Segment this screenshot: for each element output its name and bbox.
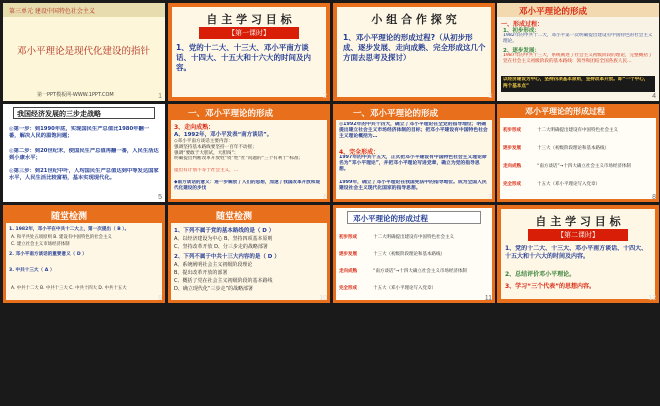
question: 2、下列不属于中共十三大内容的是（ D ） (174, 254, 280, 260)
row-label: 完全形成 (339, 286, 357, 291)
slide-number: 3 (488, 93, 492, 100)
paragraph: 提出有计划不等于社会主义，… (174, 168, 239, 173)
row-text: 十二大明确提出建设有中国特色社会主义 (373, 235, 454, 240)
question: 3. 中共十三大（ A ） (9, 268, 55, 273)
slide-title: 我国经济发展的三步走战略 (17, 110, 101, 118)
slide-number: 5 (158, 194, 162, 201)
question: 1. 1982年，邓小平在中共十二大上，第一次提出（ B ）。 (9, 227, 130, 232)
question: 1、下列不属于党的基本路线的是（ D ） (174, 228, 275, 234)
paragraph: 1999年，确立了邓小平理论在我国宪法中的指导地位。成为全国人民建设社会主义现代化国家的指导思想。 (339, 180, 487, 191)
option: D、确立现代化“三步走”的战略部署 (174, 286, 254, 292)
slide-header: 第三单元 建设中国特色社会主义 (9, 8, 95, 15)
slide-thumbnail-10[interactable] (168, 205, 330, 303)
paragraph: ◎第一步：到1990年底，实现国民生产总值比1980年翻一番，解决人民的温饱问题； (9, 126, 150, 139)
option: C、概括了党在社会主义初级阶段的基本路线 (174, 278, 273, 284)
slide-title: 自 主 学 习 目 标 (206, 13, 292, 26)
slide-thumbnail-3[interactable] (333, 3, 495, 101)
paragraph: 1997年的中共十五大，正式把邓小平建设有中国特色社会主义理论命名为“邓小平理论”，并把邓小平理论写进党章，确立为党的指导思想。 (339, 155, 487, 172)
slide-thumbnail-6[interactable] (168, 104, 330, 202)
paragraph: ◎第三步：到21世纪中叶，人均国民生产总值达到中等发达国家水平，人民生活比较富裕，基本实现现代化。 (9, 168, 159, 181)
slide-number: 2 (323, 93, 327, 100)
slide-title: 邓小平理论的形成过程 (353, 214, 428, 223)
section-heading: 一、形成过程： (501, 21, 544, 28)
paragraph: 明确提出判断改革开放姓“资”姓“社”问题的“三个有利于”标准； (174, 156, 304, 161)
slide-subtitle: 【第一课时】 (228, 29, 270, 37)
row-text: 十三大（初级阶段理论和基本路线） (373, 252, 445, 257)
slide-number: 4 (652, 93, 656, 100)
row-text: “南方谈话”→十四大确立社会主义市场经济体制 (537, 164, 631, 169)
empty-sorter-area (0, 304, 660, 406)
row-text: 十五大（邓小平理论写入党章） (373, 286, 436, 291)
slide-thumbnail-8[interactable] (497, 104, 659, 202)
slide-thumbnail-12[interactable] (497, 205, 659, 303)
row-label: 逐步发展 (339, 252, 357, 257)
slide-thumbnail-5[interactable] (3, 104, 165, 202)
row-text: 十五大（邓小平理论写入党章） (537, 182, 600, 187)
option: A、以经济建设为中心 B、坚持四项基本原则 (174, 236, 273, 242)
slide-title: 一、邓小平理论的形成 (188, 109, 274, 119)
slide-number: 9 (158, 295, 162, 302)
highlight-text: 以经济建设为中心，坚持四项基本原则，坚持改革开放。即“一个中心，两个基本点” (503, 77, 649, 89)
slide-thumbnail-7[interactable] (333, 104, 495, 202)
slide-number: 7 (488, 194, 492, 201)
option: C. 建立社会主义市场经济体制 (11, 242, 70, 247)
slide-title: 自 主 学 习 目 标 (535, 215, 621, 228)
paragraph: 强调“要敢于大胆试，大胆闯”； (174, 151, 239, 156)
row-text: 十二大明确提出建设有中国特色社会主义 (537, 128, 618, 133)
slide-body: 1、邓小平理论的形成过程?（从初步形成、逐步发展、走向成熟、完全形成这几个方面去思考及探讨） (343, 33, 486, 62)
slide-thumbnail-9[interactable] (3, 205, 165, 303)
slide-title: 小 组 合 作 探 究 (371, 13, 457, 26)
option: B、提出改革开放的部署 (174, 270, 228, 276)
paragraph: ◆南方谈话的意义：进一步解放了人们的思想，加速了我国改革开放和现代化建设的步伐 (174, 180, 320, 191)
subheading: 2、逐步发展： (503, 48, 540, 54)
paragraph: 3、学习“三个代表”的思想内容。 (505, 283, 596, 290)
slide-number: 12 (648, 295, 656, 302)
slide-subtitle: 【第二课时】 (557, 231, 599, 239)
slide-title: 邓小平理论的形成过程 (525, 107, 605, 116)
row-label: 初步形成 (503, 128, 521, 133)
slide-number: 8 (652, 194, 656, 201)
paragraph: 1982年的中共十二大，邓小平第一次明确提出建设有中国特色的社会主义理论。 (503, 33, 653, 44)
option: C、坚持改革开放 D、分三步走的战略部署 (174, 244, 268, 250)
paragraph: ◎第二步：到20世纪末，使国民生产总值再翻一番，人民生活达到小康水平； (9, 148, 159, 161)
slide-title: 邓小平理论的形成 (519, 7, 588, 17)
row-text: 十三大（初级阶段理论和基本路线） (537, 146, 609, 151)
slide-number: 1 (158, 93, 162, 100)
row-label: 走向成熟 (503, 164, 521, 169)
paragraph: 强调坚持基本路线要坚持一百年不动摇； (174, 145, 257, 150)
slide-title: 邓小平理论是现代化建设的指针 (17, 46, 151, 57)
slide-title: 随堂检测 (216, 212, 253, 222)
slide-number: 11 (484, 295, 492, 302)
paragraph: ◎1992年的中共十四大，确立了邓小平理论在全党的指导地位；明确提出建立社会主义市场经济体制的目标；把邓小平建设有中国特色社会主义理论概括为… (339, 122, 488, 139)
paragraph: 1、党的十二大、十三大、邓小平南方谈话、十四大、十五大和十六大的时间及内容。 (505, 245, 648, 260)
paragraph: 2、总结评价邓小平理论。 (505, 271, 576, 278)
slide-title: 随堂检测 (51, 212, 88, 222)
slide-title: 一、邓小平理论的形成 (353, 109, 439, 119)
row-label: 走向成熟 (339, 269, 357, 274)
option: A. 中共十二大 B. 中共十三大 C. 中共十四大 D. 中共十五大 (11, 286, 127, 291)
slide-number: 6 (323, 194, 327, 201)
option: A. 和平共处五项原则 B. 建设有中国特色的社会主义 (11, 235, 112, 240)
option: A、系统阐明社会主义初级阶段理论 (174, 262, 253, 268)
row-label: 初步形成 (339, 235, 357, 240)
row-text: “南方谈话”→十四大确立社会主义市场经济体制 (373, 269, 467, 274)
question: 2. 邓小平南方谈话的重要意义（ D ） (9, 252, 87, 257)
section-heading: 4、完全形成： (339, 149, 380, 156)
paragraph: 1987年的中共十三大，系统阐述了社会主义初级阶段的理论，完整概括了党在社会主义初级阶段的基本路线：领导和团结全国各族人民… (503, 53, 653, 64)
slide-thumbnail-2[interactable] (168, 3, 330, 101)
paragraph: A、1992年，邓小平发表“南方谈话”。 (174, 132, 273, 138)
row-label: 完全形成 (503, 182, 521, 187)
row-label: 逐步发展 (503, 146, 521, 151)
slide-number: 10 (319, 295, 327, 302)
paragraph: ◇邓小平南方谈话主要内容： (174, 139, 233, 144)
subheading: 1、初步形成： (503, 28, 540, 34)
slide-thumbnail-4[interactable] (497, 3, 659, 101)
slide-footer: 第一PPT模板网-WWW.1PPT.COM (37, 92, 114, 98)
slide-thumbnail-11[interactable] (333, 205, 495, 303)
section-heading: 3、走向成熟： (174, 124, 215, 131)
slide-thumbnail-1[interactable] (3, 3, 165, 101)
slide-body: 1、党的十二大、十三大、邓小平南方谈话、十四大、十五大和十六大的时间及内容。 (176, 43, 311, 72)
